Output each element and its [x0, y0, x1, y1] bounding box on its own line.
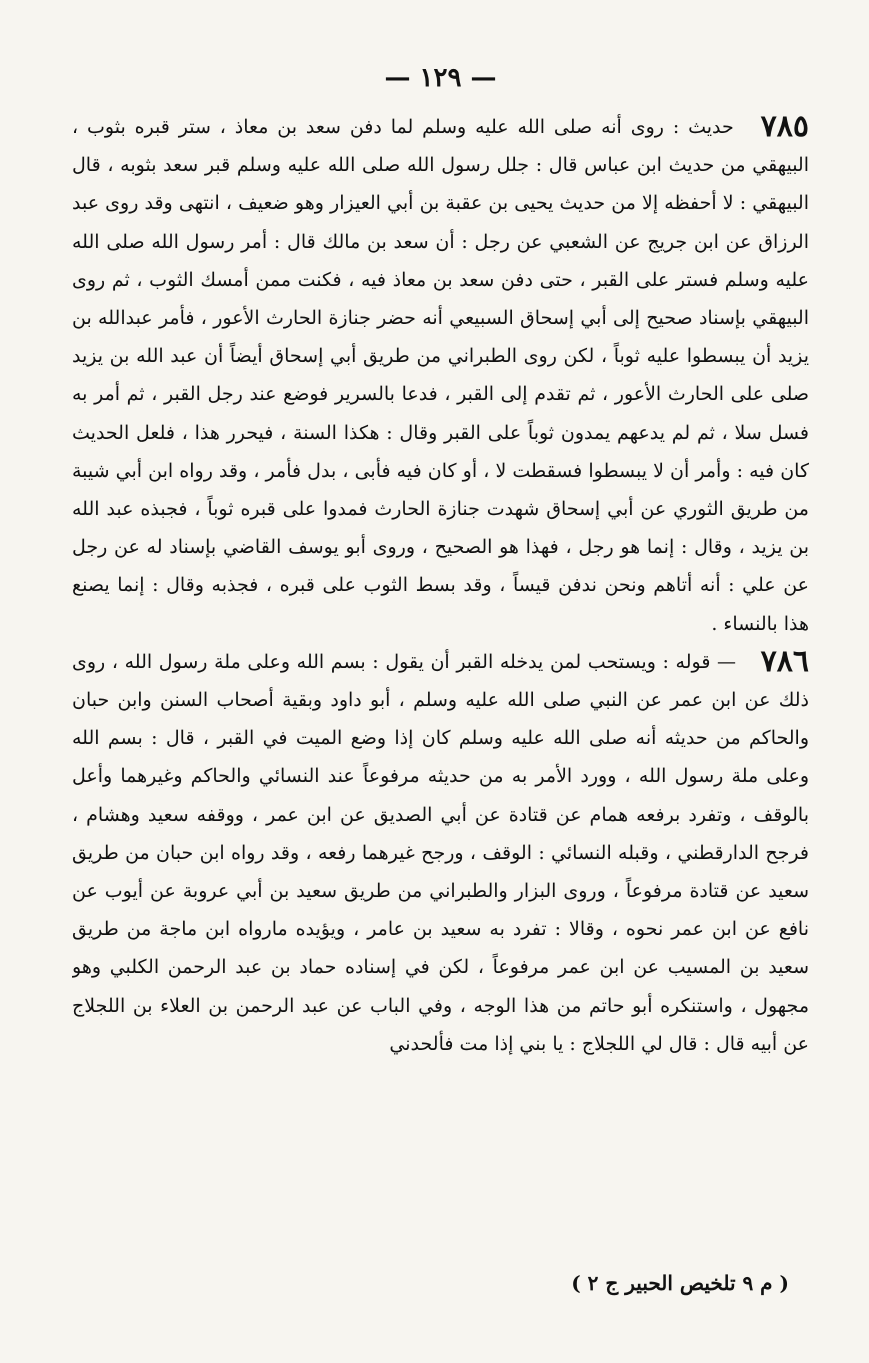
entry-785	[72, 108, 809, 643]
entry-number: ٧٨٥	[760, 109, 809, 144]
entry-text: — قوله : ويستحب لمن يدخله القبر أن يقول : بسم الله وعلى ملة رسول الله ، روى ذلك عن ابن عمر عن النبي صلى الله عليه وسلم ، أبو داود وبقية أصحاب السنن وابن حبان والحاكم من حديثه أنه صلى الله عليه وسلم كان إذا وضع الميت في القبر ، قال : بسم الله وعلى ملة رسول الله ، وورد الأمر به من حديثه مرفوعاً عند النسائي والحاكم وغيرهما وأعل بالوقف ، وتفرد برفعه همام عن قتادة عن أبي الصديق عن ابن عمر ، ووقفه سعيد وهشام ، فرجح الدارقطني ، وقبله النسائي : الوقف ، ورجح غيرهما رفعه ، وقد رواه ابن حبان من طريق سعيد عن قتادة مرفوعاً ، وروى البزار والطبراني من طريق سعيد بن أبي عروبة عن أيوب عن نافع عن ابن عمر نحوه ، وقالا : تفرد به سعيد بن عامر ، ويؤيده مارواه ابن ماجة من طريق سعيد بن المسيب عن ابن عمر مرفوعاً ، لكن في إسناده حماد بن عبد الرحمن الكلبي وهو مجهول ، واستنكره أبو حاتم من هذا الوجه ، وفي الباب عن عبد الرحمن بن العلاء بن اللجلاج عن أبيه قال : قال لي اللجلاج : يا بني إذا مت فألحدني	[72, 650, 809, 1055]
entry-text: حديث : روى أنه صلى الله عليه وسلم لما دفن سعد بن معاذ ، ستر قبره بثوب ، البيهقي من حديث ابن عباس قال : جلل رسول الله صلى الله عليه وسلم قبر سعد بثوبه ، قال البيهقي : لا أحفظه إلا من حديث يحيى بن عقبة بن أبي العيزار وهو ضعيف ، انتهى وقد روى عبد الرزاق عن ابن جريج عن الشعبي عن رجل : أن سعد بن مالك قال : أمر رسول الله صلى الله عليه وسلم فستر على القبر ، حتى دفن سعد بن معاذ فيه ، فكنت ممن أمسك الثوب ، ثم روى البيهقي بإسناد صحيح إلى أبي إسحاق السبيعي أنه حضر جنازة الحارث الأعور ، فأمر عبدالله بن يزيد أن يبسطوا عليه ثوباً ، لكن روى الطبراني من طريق أبي إسحاق أيضاً أن عبد الله بن يزيد صلى على الحارث الأعور ، ثم تقدم إلى القبر ، فدعا بالسرير فوضع عند رجل القبر ، ثم أمر به فسل سلا ، ثم لم يدعهم يمدون ثوباً على القبر وقال : هكذا السنة ، فيحرر هذا ، فلعل الحديث كان فيه : وأمر أن لا يبسطوا فسقطت لا ، أو كان فيه فأبى ، بدل فأمر ، وقد رواه ابن أبي شيبة من طريق الثوري عن أبي إسحاق شهدت جنازة الحارث فمدوا على قبره ثوباً ، فجبذه عبد الله بن يزيد ، وقال : إنما هو رجل ، فهذا هو الصحيح ، وروى أبو يوسف القاضي بإسناد له عن رجل عن علي : أنه أتاهم ونحن ندفن قيساً ، وقد بسط الثوب على قبره ، فجذبه وقال : إنما يصنع هذا بالنساء .	[72, 116, 809, 635]
page-number: — ١٢٩ —	[384, 63, 497, 93]
signature-mark: ( م ٩ تلخيص الحبير ج ٢ )	[571, 1271, 789, 1295]
document-body	[72, 108, 809, 1263]
entry-number: ٧٨٦	[760, 643, 809, 679]
entry-786	[72, 643, 809, 1063]
